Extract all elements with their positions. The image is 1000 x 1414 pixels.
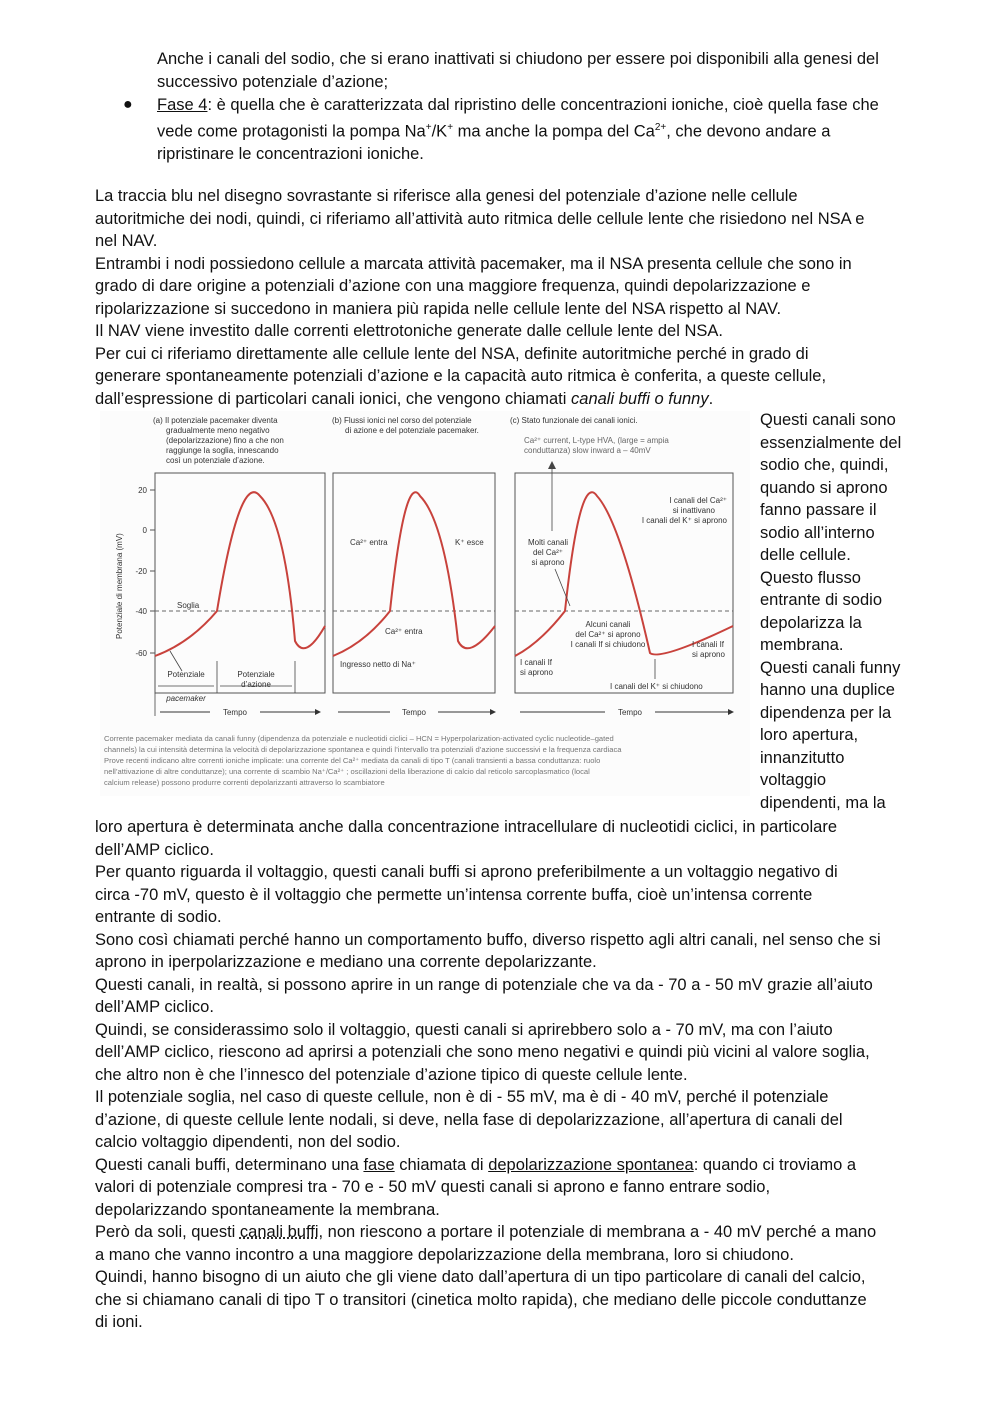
tempo-label: Tempo [222, 708, 248, 717]
c-label: I canali If si chiudono [570, 640, 646, 649]
text-line [157, 117, 917, 143]
superscript: 2+ [654, 121, 667, 133]
tempo-label: Tempo [401, 708, 427, 717]
panel-b-title-line: di azione e del potenziale pacemaker. [345, 426, 479, 435]
panel-a-title [153, 416, 284, 465]
text-line: Questi canali sono [760, 411, 896, 429]
text-line: Sono così chiamati perché hanno un comportamento buffo, diverso rispetto agli altri canali, nel senso che si [95, 930, 881, 949]
panel-a-title-line: (depolarizzazione) fino a che non [166, 436, 284, 445]
c-label: del Ca²⁺ [532, 548, 564, 557]
text-line: dipendenza per la [760, 703, 892, 722]
text-span: : è quella che è caratterizzata dal ripristino delle concentrazioni ioniche, cioè quella fase che [207, 96, 879, 114]
c-label: I canali del K⁺ si aprono [641, 516, 727, 525]
c-label: I canali If [520, 658, 553, 667]
y-tick-label: -60 [135, 649, 147, 658]
text-line [95, 1154, 915, 1177]
text-line: Per quanto riguarda il voltaggio, questi canali buffi si aprono preferibilmente a un voltaggio negativo di [95, 863, 838, 881]
c-label: I canali If [692, 640, 725, 649]
text-line: entrante di sodio [760, 591, 883, 609]
text-line: valori di potenziale compresi tra - 70 e - 50 mV questi canali si aprono e fanno entrare sodio, [95, 1178, 771, 1196]
c-handwritten-note: Ca²⁺ current, L-type HVA, (large = ampia [524, 436, 669, 445]
c-label: si aprono [520, 668, 553, 677]
caption-line: Corrente pacemaker mediata da canali funny (dipendenza da potenziale e nucleotidi ciclici – HCN = Hyperpolarization-activated cyclic nucleotide–gated [104, 734, 614, 743]
c-label: del Ca²⁺ si aprono [575, 630, 641, 639]
underlined-term: canali buffi [239, 1223, 319, 1241]
underlined-term: depolarizzazione spontanea [488, 1155, 694, 1174]
text-line: innanzitutto [760, 748, 845, 767]
azione-label: Potenziale [237, 670, 275, 679]
text-line: d’azione, di queste cellule lente nodali, si deve, nella fase di depolarizzazione, all’apertura di canali del [95, 1110, 843, 1129]
text-line [157, 94, 917, 117]
text-span: . [708, 389, 714, 408]
emphasis: canali buffi o funny [571, 389, 709, 408]
text-line: di ioni. [95, 1313, 143, 1331]
text-line: essenzialmente del [760, 433, 902, 452]
text-line: loro apertura, [760, 726, 859, 744]
tempo-label: Tempo [617, 708, 643, 717]
text-line: aprono in iperpolarizzazione e mediano una corrente depolarizzante. [95, 953, 597, 971]
text-line: calcio voltaggio dipendenti, non del sodio. [95, 1133, 401, 1151]
c-label: Alcuni canali [585, 620, 631, 629]
underlined-term: fase [363, 1155, 395, 1174]
side-text-column [760, 409, 920, 814]
text-line: generare spontaneamente potenziali d’azione e la capacità auto ritmica è conferita, a queste cellule, [95, 367, 827, 385]
b-ca-entra-label: Ca²⁺ entra [385, 627, 423, 636]
text-line: membrana. [760, 636, 844, 654]
text-line: dell’AMP ciclico, riescono ad aprirsi a potenziali che sono meno negativi e quindi più vicini al valore soglia, [95, 1043, 870, 1061]
text-line: che si chiamano canali di tipo T o transitori (cinetica molto rapida), che mediano delle piccole conduttanze [95, 1290, 867, 1309]
text-line: Il potenziale soglia, nel caso di queste cellule, non è di - 55 mV, ma è di - 40 mV, perché il potenziale [95, 1088, 829, 1106]
panel-a-title-line: raggiunge la soglia, innescando [166, 446, 279, 455]
azione-label: d’azione [241, 680, 271, 689]
text-span: , che devono andare a [666, 122, 831, 140]
c-label: I canali del K⁺ si chiudono [610, 682, 703, 691]
text-span: dall’espressione di particolari canali ionici, che vengono chiamati [95, 389, 572, 408]
text-line: Questi canali, in realtà, si possono aprire in un range di potenziale che va da - 70 a - 50 mV grazie all’aiuto [95, 975, 873, 994]
superscript: + [447, 121, 454, 133]
panel-c-title-line: (c) Stato funzionale dei canali ionici. [510, 416, 638, 425]
pacemaker-label: pacemaker [166, 694, 206, 703]
text-line: Per cui ci riferiamo direttamente alle cellule lente del NSA, definite autoritmiche perché in grado di [95, 344, 809, 363]
text-line: che altro non è che l’innesco del potenziale d’azione tipico di queste cellule lente. [95, 1065, 688, 1084]
text-line [95, 1221, 915, 1244]
y-tick-label: -40 [135, 607, 147, 616]
text-line: hanno una duplice [760, 681, 895, 699]
text-span: Questi canali buffi, determinano una [95, 1155, 364, 1174]
text-line: Entrambi i nodi possiedono cellule a marcata attività pacemaker, ma il NSA presenta cellule che sono in [95, 254, 852, 273]
caption-line: channels) la cui intensità determina la velocità di depolarizzazione spontanea e quindi l’intervallo tra potenziali d’azione successivi e la frequenza cardiaca [104, 745, 622, 754]
text-line: circa -70 mV, questo è il voltaggio che permette un’intensa corrente buffa, cioè un’intensa corrente [95, 885, 813, 904]
text-line: ripristinare le concentrazioni ioniche. [157, 144, 424, 163]
fase4-label: Fase 4 [157, 96, 208, 114]
caption-line: calcium release) possono produrre correnti depolarizzanti attraverso lo scambiatore [104, 778, 385, 787]
text-line: loro apertura è determinata anche dalla concentrazione intracellulare di nucleotidi ciclici, in particolare [95, 818, 837, 836]
text-line: a mano che vanno incontro a una maggiore depolarizzazione della membrana, loro si chiudono. [95, 1245, 794, 1264]
text-line: depolarizzando spontaneamente la membrana. [95, 1200, 440, 1219]
b-ca-entra-label: Ca²⁺ entra [350, 538, 388, 547]
b-ingresso-na-label: Ingresso netto di Na⁺ [340, 660, 416, 669]
text-line: dell’AMP ciclico. [95, 840, 214, 859]
action-potential-figure [100, 411, 750, 796]
text-span: /K [431, 122, 448, 140]
panel-b-title [332, 416, 479, 435]
y-tick-label: 20 [138, 486, 147, 495]
text-span: : quando ci troviamo a [693, 1155, 857, 1174]
text-line: quando si aprono [760, 478, 888, 497]
superscript: + [425, 121, 432, 133]
text-span: chiamata di [394, 1155, 489, 1174]
text-line: successivo potenziale d’azione; [157, 72, 389, 91]
b-k-esce-label: K⁺ esce [455, 538, 484, 547]
y-tick-label: 0 [142, 526, 147, 535]
y-axis-label: Potenziale di membrana (mV) [115, 533, 124, 639]
y-tick-label: -20 [135, 567, 147, 576]
panel-c-title [510, 416, 638, 425]
panel-a-title-line: gradualmente meno negativo [166, 426, 270, 435]
caption-line: Prove recenti indicano altre correnti ioniche implicate: una corrente del Ca²⁺ mediata da canali di tipo T (canali transienti a bassa conduttanza: ruolo [104, 756, 601, 765]
caption-line: nell’attivazione di altre conduttanze); una corrente di scambio Na⁺/Ca²⁺ ; oscillazioni della liberazione di calcio dal reticolo sarcoplasmatico (local [104, 767, 590, 776]
text-line: sodio all’interno [760, 523, 875, 542]
text-line: fanno passare il [760, 501, 877, 519]
main-paragraph [95, 185, 915, 410]
text-line: Il NAV viene investito dalle correnti elettrotoniche generate dalle cellule lente del NSA. [95, 322, 723, 340]
text-line: autoritmiche dei nodi, quindi, ci riferiamo all’attività auto ritmica delle cellule lente che risiedono nel NSA e [95, 209, 865, 228]
text-line: sodio che, quindi, [760, 456, 889, 474]
soglia-label: Soglia [177, 601, 200, 610]
panel-a-title-line: (a) Il potenziale pacemaker diventa [153, 416, 278, 425]
text-line: entrante di sodio. [95, 908, 222, 926]
text-line: dell’AMP ciclico. [95, 998, 214, 1016]
c-label: si aprono [692, 650, 725, 659]
intro-paragraph [157, 48, 917, 93]
text-line: Quindi, se considerassimo solo il voltaggio, questi canali si aprirebbero solo a - 70 mV, ma con l’aiuto [95, 1020, 833, 1039]
text-line [95, 388, 915, 411]
text-line: La traccia blu nel disegno sovrastante si riferisce alla genesi del potenziale d’azione nelle cellule [95, 187, 798, 205]
c-label: si inattivano [672, 506, 715, 515]
c-label: si aprono [531, 558, 565, 567]
text-line: Quindi, hanno bisogno di un aiuto che gli viene dato dall’apertura di un tipo particolare di canali del calcio, [95, 1268, 866, 1286]
text-line: dipendenti, ma la [760, 793, 886, 812]
text-line: depolarizza la [760, 613, 862, 632]
text-span: , non riescono a portare il potenziale di membrana a - 40 mV perché a mano [318, 1223, 877, 1241]
text-span: ma anche la pompa del Ca [453, 122, 655, 140]
text-line: Questo flusso [760, 568, 861, 587]
text-span: Però da soli, questi [95, 1223, 240, 1241]
text-line: ripolarizzazione si succedono in maniera più rapida nelle cellule lente del NSA rispetto al NAV. [95, 299, 782, 318]
after-figure-paragraph [95, 816, 915, 1334]
text-line: nel NAV. [95, 232, 158, 250]
fase4-paragraph [157, 94, 917, 165]
pacemaker-label: Potenziale [167, 670, 205, 679]
text-line: delle cellule. [760, 546, 851, 564]
text-line: Anche i canali del sodio, che si erano inattivati si chiudono per essere poi disponibili alla genesi del [157, 50, 879, 68]
c-label: I canali del Ca²⁺ [669, 496, 727, 505]
text-span: vede come protagonisti la pompa Na [157, 122, 426, 140]
text-line: Questi canali funny [760, 658, 901, 677]
c-label: Molti canali [527, 538, 569, 547]
c-handwritten-note: conduttanza) slow inward a – 40mV [524, 446, 651, 455]
panel-b-title-line: (b) Flussi ionici nel corso del potenziale [332, 416, 472, 425]
bullet-icon: ● [123, 96, 133, 113]
text-line: voltaggio [760, 771, 827, 789]
text-line: grado di dare origine a potenziali d’azione con una maggiore frequenza, quindi depolarizzazione e [95, 277, 811, 295]
panel-a-title-line: così un potenziale d’azione. [166, 456, 265, 465]
